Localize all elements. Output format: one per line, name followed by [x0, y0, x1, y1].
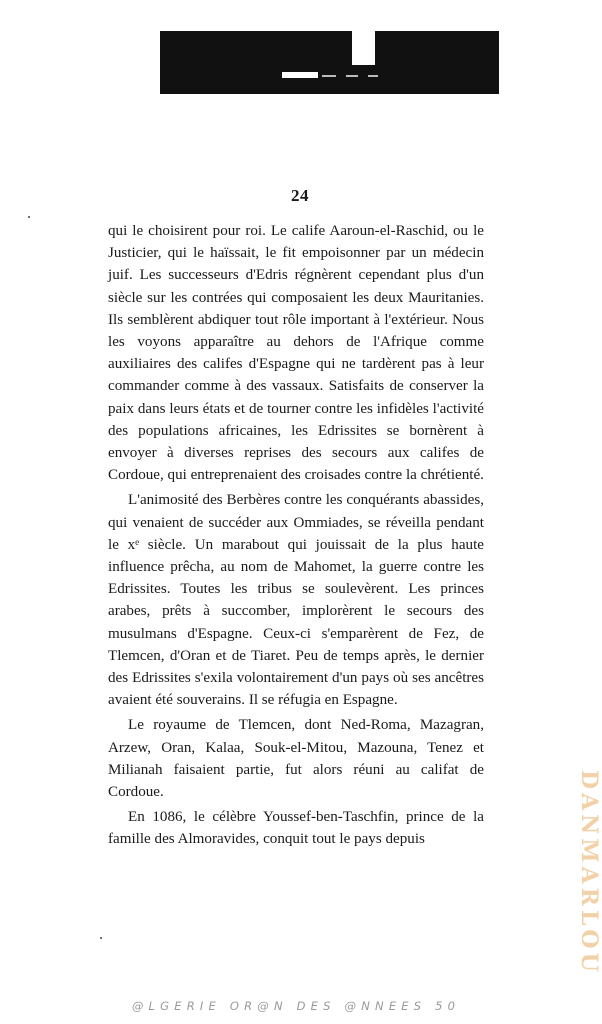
page-number: 24 — [291, 186, 309, 205]
scan-speck — [100, 937, 102, 939]
band-notch — [352, 31, 375, 65]
band-dash — [346, 75, 358, 77]
paragraph: En 1086, le célèbre Youssef-ben-Taschfin, prince de la famille des Almoravides, conquit tout le pays depuis — [108, 809, 484, 848]
scan-speck — [28, 216, 30, 218]
redaction-band — [160, 31, 499, 94]
band-dash — [322, 75, 336, 77]
paragraph: L'animosité des Berbères contre les conquérants abassides, qui venaient de succéder aux Ommiades, se réveilla pendant le xᵉ siècle. Un marabout qui jouissait de la plus haute influence prêcha, au nom de Mahomet, la guerre contre les Edrissites. Toutes les tribus se soulevèrent. Les princes arabes, prêts à succomber, implorèrent le secours des musulmans d'Espagne. Ceux-ci s'emparèrent de Fez, de Tlemcen, d'Oran et de Tiaret. Peu de temps après, le dernier des Edrissites s'exila volontairement d'un pays où ses ancêtres avaient été souverains. Il se réfugia en Espagne. — [108, 492, 484, 709]
band-strip — [282, 72, 318, 78]
paragraph: qui le choisirent pour roi. Le calife Aaroun-el-Raschid, ou le Justicier, qui le haïssait, le fit empoisonner par un médecin juif. Les successeurs d'Edris régnèrent cependant plus d'un siècle sur les contrées qui composaient les deux Mauritanies. Ils semblèrent abdiquer tout rôle important à l'extérieur. Nous les voyons apparaître au dehors de l'Afrique comme auxiliaires des califes d'Espagne qui ne tardèrent pas à leur commander comme à des vassaux. Satisfaits de conserver la paix dans leurs états et de tourner contre les infidèles l'activité des populations africaines, les Edrissites se bornèrent à envoyer à diverses reprises des secours aux califes de Cordoue, qui entreprenaient des croisades contre la chrétienté. — [108, 223, 484, 484]
footer-watermark: @LGERIE OR@N DES @NNEES 50 — [131, 999, 461, 1013]
band-dash — [368, 75, 378, 77]
body-text — [108, 220, 484, 854]
paragraph: Le royaume de Tlemcen, dont Ned-Roma, Mazagran, Arzew, Oran, Kalaa, Souk-el-Mitou, Mazouna, Tenez et Milianah faisaient partie, fut alors réuni au califat de Cordoue. — [108, 717, 484, 801]
side-stamp: DANMARLOU — [576, 770, 602, 976]
